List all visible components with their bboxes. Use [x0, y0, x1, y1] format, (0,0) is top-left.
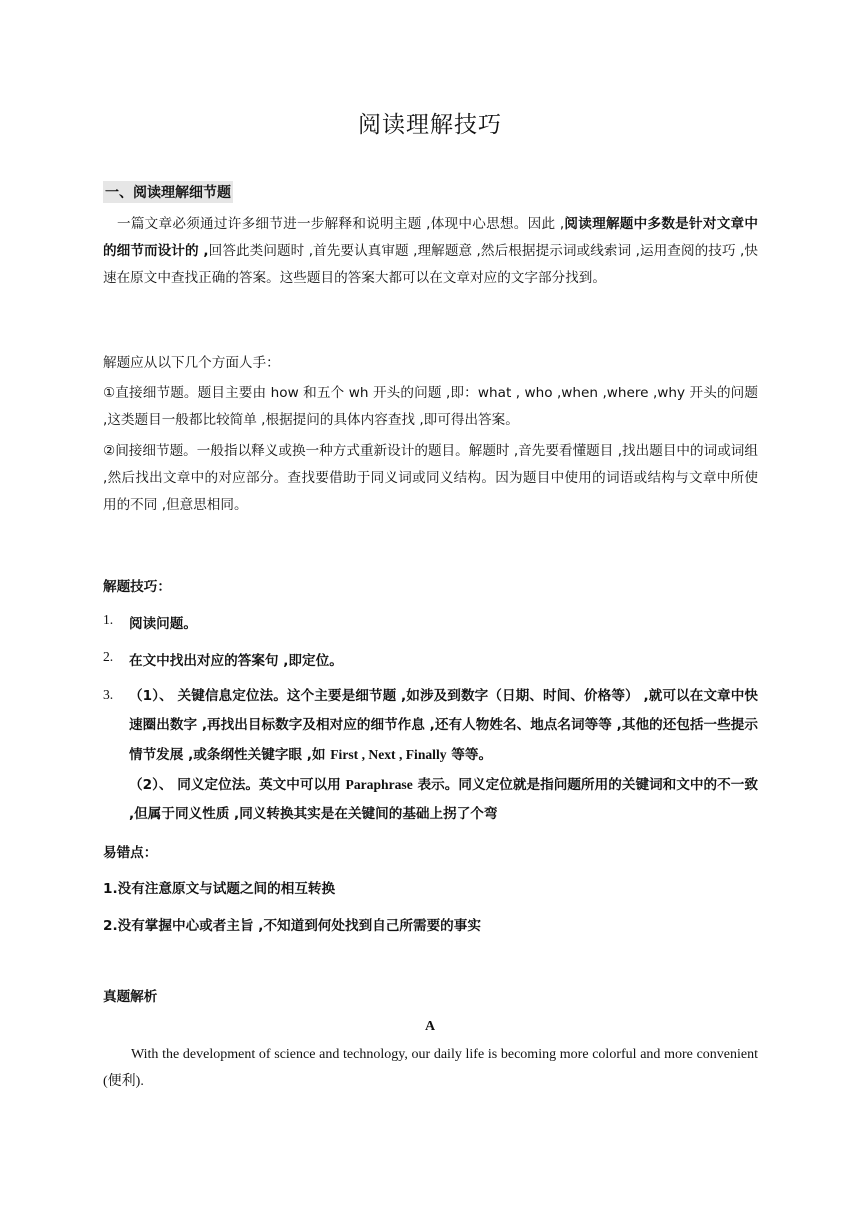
- pitfalls-heading: 易错点：: [103, 845, 158, 861]
- technique-3-text: [129, 682, 758, 829]
- approach-lead: 解题应从以下几个方面人手：: [103, 355, 280, 371]
- pitfall-2: 2.没有掌握中心或者主旨 ,不知道到何处找到自己所需要的事实: [103, 918, 481, 934]
- passage-text: With the development of science and technology, our daily life is becoming more colorful and more convenient (便利).: [103, 1047, 758, 1089]
- technique-1-text: 阅读问题。: [129, 616, 197, 632]
- keyword-method-end: 等等。: [446, 747, 493, 763]
- passage-label: A: [424, 1019, 436, 1034]
- keyword-locating-method: [129, 682, 758, 770]
- intro-bold-text: 阅读理解题中多数是针对文章中的细节而设计的 ,: [103, 216, 758, 259]
- section-heading-detail-questions: 一、阅读理解细节题: [103, 181, 233, 203]
- keyword-method-text: （1）、 关键信息定位法。这个主要是细节题 ,如涉及到数字（日期、时间、价格等） ,就可以在文章中快速圈出数字 ,再找出目标数字及相对应的细节作息 ,还有人物姓名、地点名词等等 ,其他的还包括一些提示情节发展 ,或条纲性关键字眼 ,如: [129, 688, 758, 763]
- indirect-detail-paragraph: ②间接细节题。一般指以释义或换一种方式重新设计的题目。解题时 ,音先要看懂题目 ,找出题目中的词或词组 ,然后找出文章中的对应部分。查找要借助于同义词或同义结构。因为题目中使用的词语或结构与文章中所使用的不同 ,但意思相同。: [103, 443, 758, 513]
- synonym-method-text: （2）、 同义定位法。英文中可以用: [129, 777, 346, 793]
- technique-2-number: 2.: [103, 649, 114, 664]
- techniques-heading: 解题技巧：: [103, 579, 171, 595]
- keyword-method-english: First , Next , Finally: [330, 747, 447, 762]
- example-heading: 真题解析: [103, 989, 158, 1005]
- technique-3-number: 3.: [103, 687, 114, 702]
- intro-paragraph: [103, 211, 758, 292]
- pitfall-1: 1.没有注意原文与试题之间的相互转换: [103, 881, 336, 897]
- technique-1-number: 1.: [103, 612, 114, 627]
- direct-detail-paragraph: ①直接细节题。题目主要由 how 和五个 wh 开头的问题 ,即：what , who ,when ,where ,why 开头的问题 ,这类题目一般都比较简单 ,根据提问的具体内容查找 ,即可得出答案。: [103, 385, 758, 428]
- intro-text-end: 回答此类问题时 ,首先要认真审题 ,理解题意 ,然后根据提示词或线索词 ,运用查阅的技巧 ,快速在原文中查找正确的答案。这些题目的答案大都可以在文章对应的文字部分找到。: [103, 243, 758, 286]
- synonym-locating-method: [129, 770, 758, 829]
- intro-text-start: 一篇文章必须通过许多细节进一步解释和说明主题 ,体现中心思想。因此 ,: [117, 216, 565, 232]
- synonym-method-english: Paraphrase: [345, 777, 413, 792]
- technique-2-text: 在文中找出对应的答案句 ,即定位。: [129, 653, 343, 669]
- synonym-method-end: 表示。同义定位就是指问题所用的关键词和文中的不一致 ,但属于同义性质 ,同义转换其实是在关键间的基础上拐了个弯: [129, 777, 759, 822]
- page-title: 阅读理解技巧: [358, 112, 502, 138]
